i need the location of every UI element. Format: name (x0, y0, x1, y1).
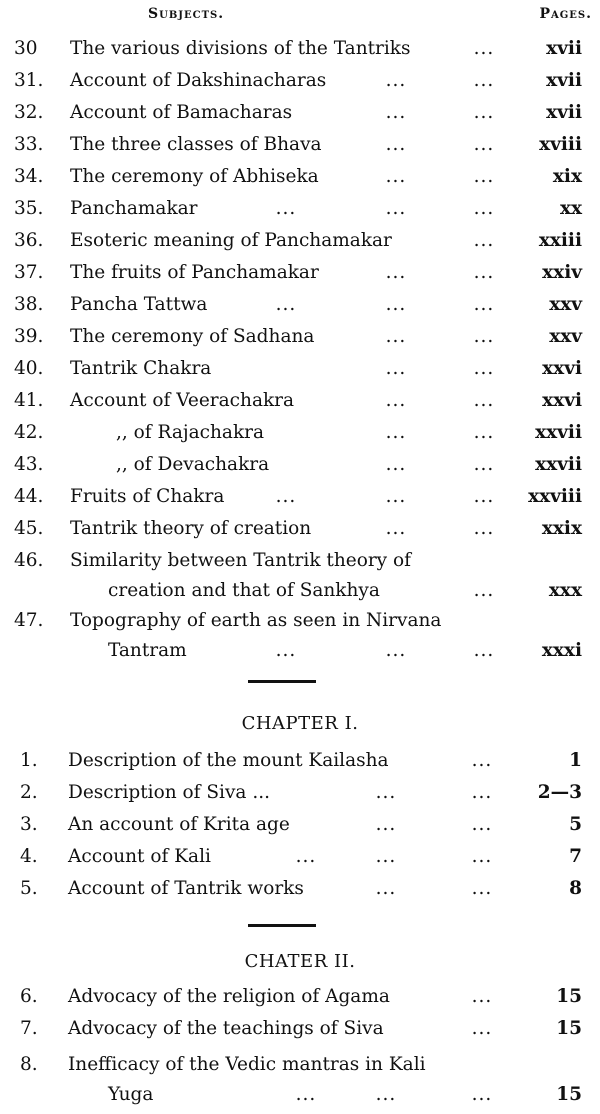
entry-number: 7. (20, 1018, 38, 1039)
entry-page: xxix (541, 518, 582, 539)
toc-entry (0, 162, 600, 192)
leader-dots: ... (473, 580, 495, 601)
leader-dots: ... (473, 486, 495, 507)
entry-number: 44. (14, 486, 44, 507)
entry-title: Description of Siva ... (68, 782, 270, 803)
leader-dots: ... (275, 198, 297, 219)
entry-title: Account of Veerachakra (70, 390, 295, 411)
toc-entry (0, 514, 600, 544)
leader-dots: ... (385, 390, 407, 411)
entry-number: 4. (20, 846, 38, 867)
entry-page: 2—3 (537, 782, 582, 803)
entry-title-continued: Tantram (108, 640, 187, 661)
entry-page: xxvi (542, 358, 582, 379)
entry-number: 1. (20, 750, 38, 771)
toc-entry-continuation (0, 636, 600, 666)
entry-number: 5. (20, 878, 38, 899)
pages-header: Pages. (539, 6, 592, 22)
entry-number: 36. (14, 230, 44, 251)
leader-dots: ... (473, 518, 495, 539)
entry-page: 1 (569, 750, 582, 771)
leader-dots: ... (473, 166, 495, 187)
toc-entry (0, 34, 600, 64)
entry-title: The various divisions of the Tantriks (70, 38, 411, 59)
entry-page: xxv (549, 294, 582, 315)
leader-dots: ... (275, 486, 297, 507)
leader-dots: ... (471, 1018, 493, 1039)
entry-number: 6. (20, 986, 38, 1007)
leader-dots: ... (473, 102, 495, 123)
entry-title: The ceremony of Abhiseka (70, 166, 319, 187)
toc-entry (0, 778, 600, 808)
leader-dots: ... (295, 1084, 317, 1105)
leader-dots: ... (473, 640, 495, 661)
toc-entry (0, 194, 600, 224)
entry-number: 33. (14, 134, 44, 155)
leader-dots: ... (385, 454, 407, 475)
toc-entry (0, 322, 600, 352)
entry-title: Pancha Tattwa (70, 294, 208, 315)
toc-entry (0, 450, 600, 480)
leader-dots: ... (385, 102, 407, 123)
entry-number: 3. (20, 814, 38, 835)
chapter-1-title: CHAPTER I. (241, 713, 359, 734)
toc-entry (0, 874, 600, 904)
toc-entry (0, 546, 600, 576)
entry-number: 43. (14, 454, 44, 475)
entry-number: 38. (14, 294, 44, 315)
leader-dots: ... (473, 38, 495, 59)
entry-title: Tantrik theory of creation (70, 518, 312, 539)
leader-dots: ... (473, 262, 495, 283)
leader-dots: ... (385, 294, 407, 315)
leader-dots: ... (375, 814, 397, 835)
entry-title: ,, of Rajachakra (116, 422, 265, 443)
entry-title-continued: Yuga (108, 1084, 154, 1105)
leader-dots: ... (385, 70, 407, 91)
toc-entry (0, 606, 600, 636)
entry-title: Description of the mount Kailasha (68, 750, 389, 771)
entry-page: xxiii (538, 230, 582, 251)
leader-dots: ... (385, 198, 407, 219)
entry-title: Topography of earth as seen in Nirvana (70, 610, 442, 631)
toc-entry-continuation (0, 576, 600, 606)
leader-dots: ... (473, 134, 495, 155)
leader-dots: ... (473, 230, 495, 251)
leader-dots: ... (385, 358, 407, 379)
leader-dots: ... (473, 326, 495, 347)
toc-entry (0, 1014, 600, 1044)
entry-page: xvii (546, 70, 582, 91)
leader-dots: ... (473, 198, 495, 219)
entry-title: Tantrik Chakra (70, 358, 212, 379)
entry-title: Account of Bamacharas (70, 102, 293, 123)
entry-number: 47. (14, 610, 44, 631)
entry-page: 15 (556, 986, 582, 1007)
entry-title: Esoteric meaning of Panchamakar (70, 230, 392, 251)
entry-number: 34. (14, 166, 44, 187)
toc-entry (0, 290, 600, 320)
toc-entry (0, 982, 600, 1012)
leader-dots: ... (385, 166, 407, 187)
toc-entry (0, 354, 600, 384)
leader-dots: ... (471, 986, 493, 1007)
toc-entry (0, 418, 600, 448)
entry-page: xxx (548, 580, 582, 601)
toc-entry (0, 842, 600, 872)
entry-number: 41. (14, 390, 44, 411)
entry-page: 7 (569, 846, 582, 867)
entry-page: xxxi (541, 640, 582, 661)
divider-rule (248, 924, 316, 927)
entry-number: 30 (14, 38, 38, 59)
entry-page: 8 (569, 878, 582, 899)
entry-number: 42. (14, 422, 44, 443)
leader-dots: ... (473, 422, 495, 443)
toc-entry (0, 226, 600, 256)
entry-title: The three classes of Bhava (70, 134, 322, 155)
entry-title: ,, of Devachakra (116, 454, 270, 475)
entry-title: Account of Kali (68, 846, 211, 867)
leader-dots: ... (473, 390, 495, 411)
entry-page: xxv (549, 326, 582, 347)
entry-page: xxviii (528, 486, 582, 507)
entry-page: xvii (546, 102, 582, 123)
entry-title: Inefficacy of the Vedic mantras in Kali (68, 1054, 426, 1075)
toc-entry (0, 130, 600, 160)
chapter-2-title: CHATER II. (244, 951, 356, 972)
leader-dots: ... (375, 782, 397, 803)
toc-entry (0, 386, 600, 416)
toc-entry (0, 98, 600, 128)
leader-dots: ... (375, 1084, 397, 1105)
entry-title: Account of Tantrik works (68, 878, 304, 899)
leader-dots: ... (275, 640, 297, 661)
leader-dots: ... (471, 878, 493, 899)
leader-dots: ... (295, 846, 317, 867)
leader-dots: ... (471, 750, 493, 771)
leader-dots: ... (385, 486, 407, 507)
leader-dots: ... (385, 262, 407, 283)
entry-page: xviii (539, 134, 582, 155)
entry-number: 39. (14, 326, 44, 347)
toc-entry (0, 810, 600, 840)
entry-page: xxvii (535, 454, 582, 475)
entry-title: Panchamakar (70, 198, 198, 219)
divider-rule (248, 680, 316, 683)
leader-dots: ... (471, 814, 493, 835)
entry-title: The fruits of Panchamakar (70, 262, 319, 283)
toc-entry (0, 746, 600, 776)
entry-title: Advocacy of the religion of Agama (68, 986, 390, 1007)
entry-title: Account of Dakshinacharas (70, 70, 327, 91)
entry-page: 15 (556, 1084, 582, 1105)
leader-dots: ... (375, 878, 397, 899)
entry-page: xix (552, 166, 582, 187)
entry-page: xxvi (542, 390, 582, 411)
subjects-header: Subjects. (148, 6, 225, 22)
toc-entry (0, 66, 600, 96)
entry-number: 31. (14, 70, 44, 91)
entry-title: Advocacy of the teachings of Siva (68, 1018, 384, 1039)
leader-dots: ... (473, 358, 495, 379)
entry-number: 8. (20, 1054, 38, 1075)
leader-dots: ... (471, 782, 493, 803)
entry-page: xvii (546, 38, 582, 59)
leader-dots: ... (473, 454, 495, 475)
leader-dots: ... (385, 422, 407, 443)
entry-title: Fruits of Chakra (70, 486, 225, 507)
entry-page: xx (559, 198, 582, 219)
leader-dots: ... (385, 518, 407, 539)
toc-entry (0, 1050, 600, 1080)
entry-page: xxvii (535, 422, 582, 443)
entry-title-continued: creation and that of Sankhya (108, 580, 380, 601)
entry-number: 46. (14, 550, 44, 571)
entry-number: 40. (14, 358, 44, 379)
entry-title: Similarity between Tantrik theory of (70, 550, 412, 571)
entry-number: 35. (14, 198, 44, 219)
leader-dots: ... (275, 294, 297, 315)
toc-entry-continuation (0, 1080, 600, 1110)
entry-title: An account of Krita age (68, 814, 290, 835)
entry-number: 37. (14, 262, 44, 283)
entry-number: 45. (14, 518, 44, 539)
leader-dots: ... (473, 70, 495, 91)
leader-dots: ... (471, 846, 493, 867)
entry-number: 2. (20, 782, 38, 803)
leader-dots: ... (473, 294, 495, 315)
entry-page: 5 (569, 814, 582, 835)
entry-page: xxiv (542, 262, 582, 283)
entry-page: 15 (556, 1018, 582, 1039)
leader-dots: ... (385, 134, 407, 155)
entry-title: The ceremony of Sadhana (70, 326, 315, 347)
entry-number: 32. (14, 102, 44, 123)
leader-dots: ... (375, 846, 397, 867)
toc-entry (0, 482, 600, 512)
leader-dots: ... (471, 1084, 493, 1105)
leader-dots: ... (385, 640, 407, 661)
toc-entry (0, 258, 600, 288)
leader-dots: ... (385, 326, 407, 347)
